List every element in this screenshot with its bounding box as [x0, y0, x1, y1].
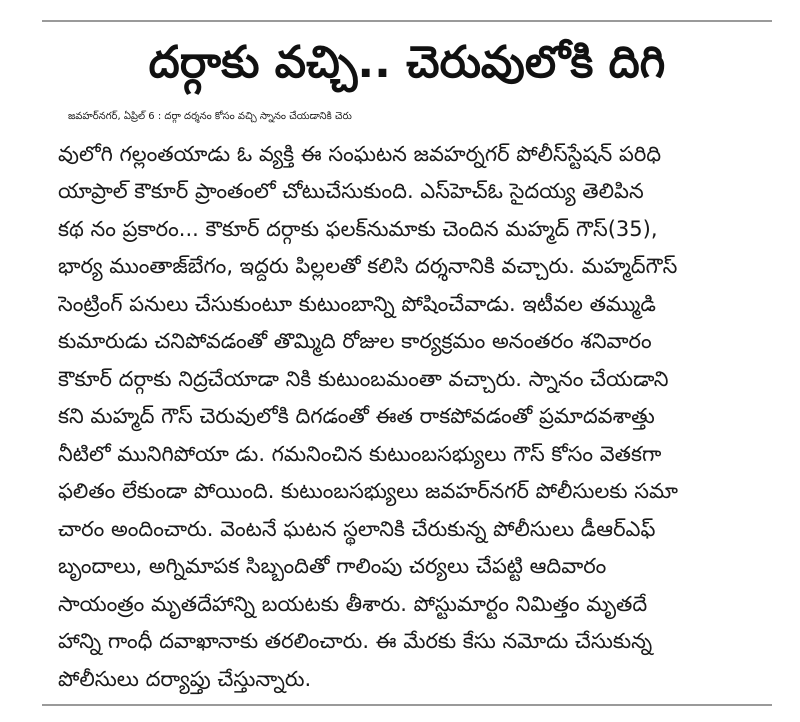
headline: దర్గాకు వచ్చి.. చెరువులోకి దిగి — [148, 37, 666, 88]
article-line: కథ నం ప్రకారం... కౌకూర్ దర్గాకు ఫలక్‌నుమాకు చెందిన మహ్మద్ గౌస్(35), — [58, 216, 658, 241]
article-line: ఫలితం లేకుండా పోయింది. కుటుంబసభ్యులు జవహర్‌నగర్ పోలీసులకు సమా — [58, 479, 678, 503]
article-line: కని మహ్మద్ గౌస్ చెరువులోకి దిగడంతో ఈత రాకపోవడంతో ప్రమాదవశాత్తు — [58, 404, 655, 428]
bottom-divider — [42, 704, 772, 706]
article-line: చారం అందించారు. వెంటనే ఘటన స్థలానికి చేరుకున్న పోలీసులు డీఆర్‌ఎఫ్ — [58, 516, 656, 541]
top-divider — [42, 20, 772, 22]
article-line: నీటిలో మునిగిపోయా డు. గమనించిన కుటుంబసభ్యులు గౌస్ కోసం వెతకగా — [58, 441, 662, 466]
article-line: హాన్ని గాంధీ దవాఖానాకు తరలించారు. ఈ మేరకు కేసు నమోదు చేసుకున్న — [58, 629, 653, 653]
article-line: భార్య ముంతాజ్‌బేగం, ఇద్దరు పిల్లలతో కలిసి దర్శనానికి వచ్చారు. మహ్మద్‌గౌస్ — [58, 254, 678, 278]
article-line: జవహర్‌నగర్, ఏప్రిల్ 6 : దర్గా దర్శనం కోసం వచ్చి స్నానం చేయడానికి చెరు — [68, 111, 352, 122]
article-line: యాప్రాల్ కౌకూర్ ప్రాంతంలో చోటుచేసుకుంది. ఎస్‌హెచ్ఓ సైదయ్య తెలిపిన — [58, 179, 644, 203]
article-body — [58, 98, 770, 698]
article-line: బృందాలు, అగ్నిమాపక సిబ్బందితో గాలింపు చర్యలు చేపట్టి ఆదివారం — [58, 554, 607, 578]
article-line: పోలీసులు దర్యాప్తు చేస్తున్నారు. — [58, 666, 312, 691]
article-line: కుమారుడు చనిపోవడంతో తొమ్మిది రోజుల కార్యక్రమం అనంతరం శనివారం — [58, 329, 652, 353]
article-line: కౌకూర్ దర్గాకు నిద్రచేయాడా నికి కుటుంబమంతా వచ్చారు. స్నానం చేయడాని — [58, 366, 669, 391]
article-line: సాయంత్రం మృతదేహాన్ని బయటకు తీశారు. పోస్టుమార్టం నిమిత్తం మృతదే — [58, 591, 648, 616]
article-line: వులోగి గల్లంతయాడు ఓ వ్యక్తి ఈ సంఘటన జవహర్నగర్ పోలీస్‌స్టేషన్ పరిధి — [58, 141, 662, 166]
article-line: సెంట్రింగ్ పనులు చేసుకుంటూ కుటుంబాన్ని పోషించేవాడు. ఇటీవల తమ్ముడి — [58, 291, 656, 316]
